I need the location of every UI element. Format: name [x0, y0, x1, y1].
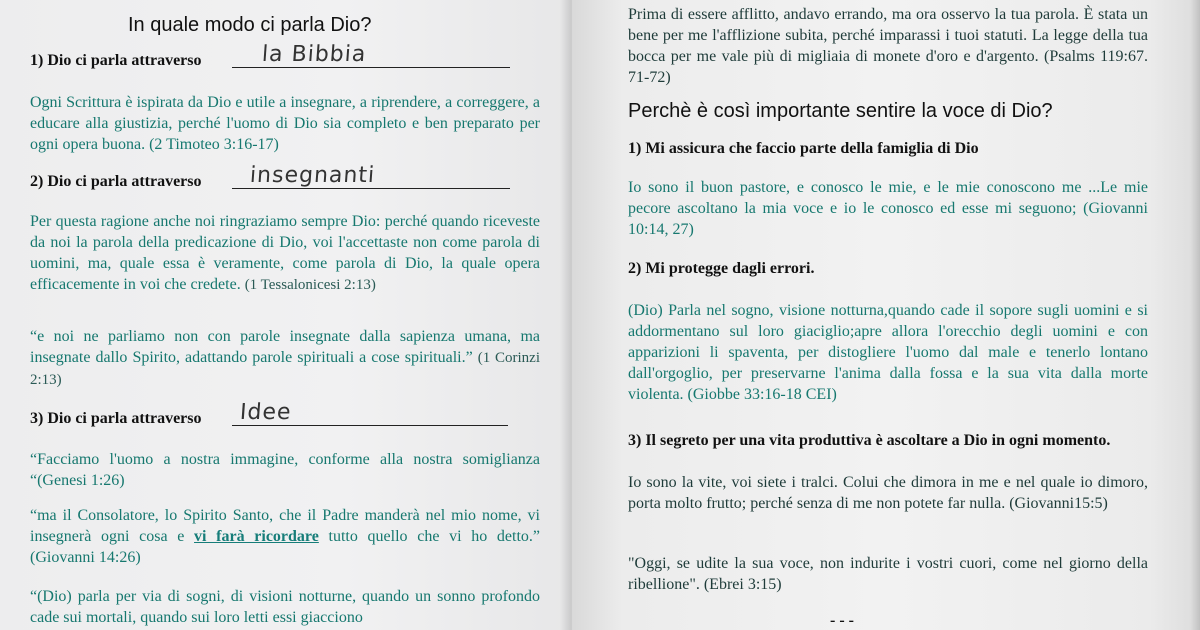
right-heading-1: 1) Mi assicura che faccio parte della famiglia di Dio [628, 140, 979, 157]
right-paragraph-4: "Oggi, se udite la sua voce, non indurite i vostri cuori, come nel giorno della ribellione". (Ebrei 3:15) [628, 555, 1148, 593]
paragraph-3-text: “e noi ne parliamo non con parole insegnate dalla sapienza umana, ma insegnate dallo Spirito, adattando parole spirituali a cose spirituali.” [30, 328, 540, 366]
paragraph-2-text: Per questa ragione anche noi ringraziamo sempre Dio: perché quando riceveste da noi la parola della predicazione di Dio, voi l'accettaste non come parola di uomini, ma, quale essa è veramente, come parola di Dio, la quale opera efficacemente in voi che credete. [30, 213, 540, 293]
paragraph-5 [30, 505, 540, 568]
right-title: Perchè è così importante sentire la voce di Dio? [628, 100, 1053, 122]
answer-3-handwritten: Idee [239, 400, 293, 425]
question-2-label: 2) Dio ci parla attraverso [30, 173, 202, 190]
paragraph-1: Ogni Scrittura è ispirata da Dio e utile a insegnare, a riprendere, a correggere, a educare alla giustizia, perché l'uomo di Dio sia completo e ben preparato per ogni opera buona. (2 Timoteo 3:16-17) [30, 94, 540, 153]
answer-line-3 [232, 425, 508, 426]
left-title: In quale modo ci parla Dio? [128, 14, 372, 36]
answer-line-2 [232, 188, 510, 189]
left-page [0, 0, 572, 630]
paragraph-5-emphasis: vi farà ricordare [194, 528, 319, 545]
page-edge-shadow [1190, 0, 1200, 630]
right-heading-2: 2) Mi protegge dagli errori. [628, 260, 815, 277]
right-intro-paragraph: Prima di essere afflitto, andavo errando, ma ora osservo la tua parola. È stata un bene per me l'afflizione subita, perché imparassi i tuoi statuti. La legge della tua bocca per me vale più di migliaia di monete d'oro e d'argento. (Psalms 119:67. 71-72) [628, 6, 1148, 86]
right-paragraph-3: Io sono la vite, voi siete i tralci. Colui che dimora in me e nel quale io dimoro, porta molto frutto; perché senza di me non potete far nulla. (Giovanni15:5) [628, 474, 1148, 512]
answer-line-1 [232, 67, 510, 68]
right-heading-3: 3) Il segreto per una vita produttiva è ascoltare a Dio in ogni momento. [628, 432, 1111, 449]
answer-2-handwritten: insegnanti [249, 163, 376, 188]
paragraph-4: “Facciamo l'uomo a nostra immagine, conforme alla nostra somiglianza “(Genesi 1:26) [30, 451, 540, 489]
paragraph-5-after: tutto quello che vi ho detto.” (Giovanni 14:26) [30, 528, 541, 566]
paragraph-2-ref: (1 Tessalonicesi 2:13) [244, 277, 376, 293]
paragraph-5-before: “ma il Consolatore, lo Spirito Santo, che il Padre manderà nel mio nome, vi insegnerà ogni cosa e [30, 507, 540, 545]
paragraph-3 [30, 326, 540, 391]
right-paragraph-1: Io sono il buon pastore, e conosco le mie, e le mie conoscono me ...Le mie pecore ascoltano la mia voce e io le conosco ed esse mi seguono; (Giovanni 10:14, 27) [628, 179, 1148, 238]
right-page [572, 0, 1200, 630]
answer-1-handwritten: la Bibbia [261, 42, 368, 67]
paragraph-6: “(Dio) parla per via di sogni, di visioni notturne, quando un sonno profondo cade sui mortali, quando sui loro letti essi giacciono [30, 588, 540, 626]
paragraph-2 [30, 211, 540, 296]
question-1-label: 1) Dio ci parla attraverso [30, 52, 202, 69]
paragraph-3-ref: (1 Corinzi 2:13) [30, 350, 541, 388]
page-footer-dashes: - - - [830, 612, 854, 629]
right-paragraph-2: (Dio) Parla nel sogno, visione notturna,quando cade il sopore sugli uomini e si addormentano sul loro giaciglio;apre allora l'orecchio degli uomini e con apparizioni li spaventa, per distogliere l'uomo dal male e tenerlo lontano dall'orgoglio, per preservarne l'anima dalla fossa e la sua vita dalla morte violenta. (Giobbe 33:16-18 CEI) [628, 302, 1148, 403]
question-3-label: 3) Dio ci parla attraverso [30, 410, 202, 427]
